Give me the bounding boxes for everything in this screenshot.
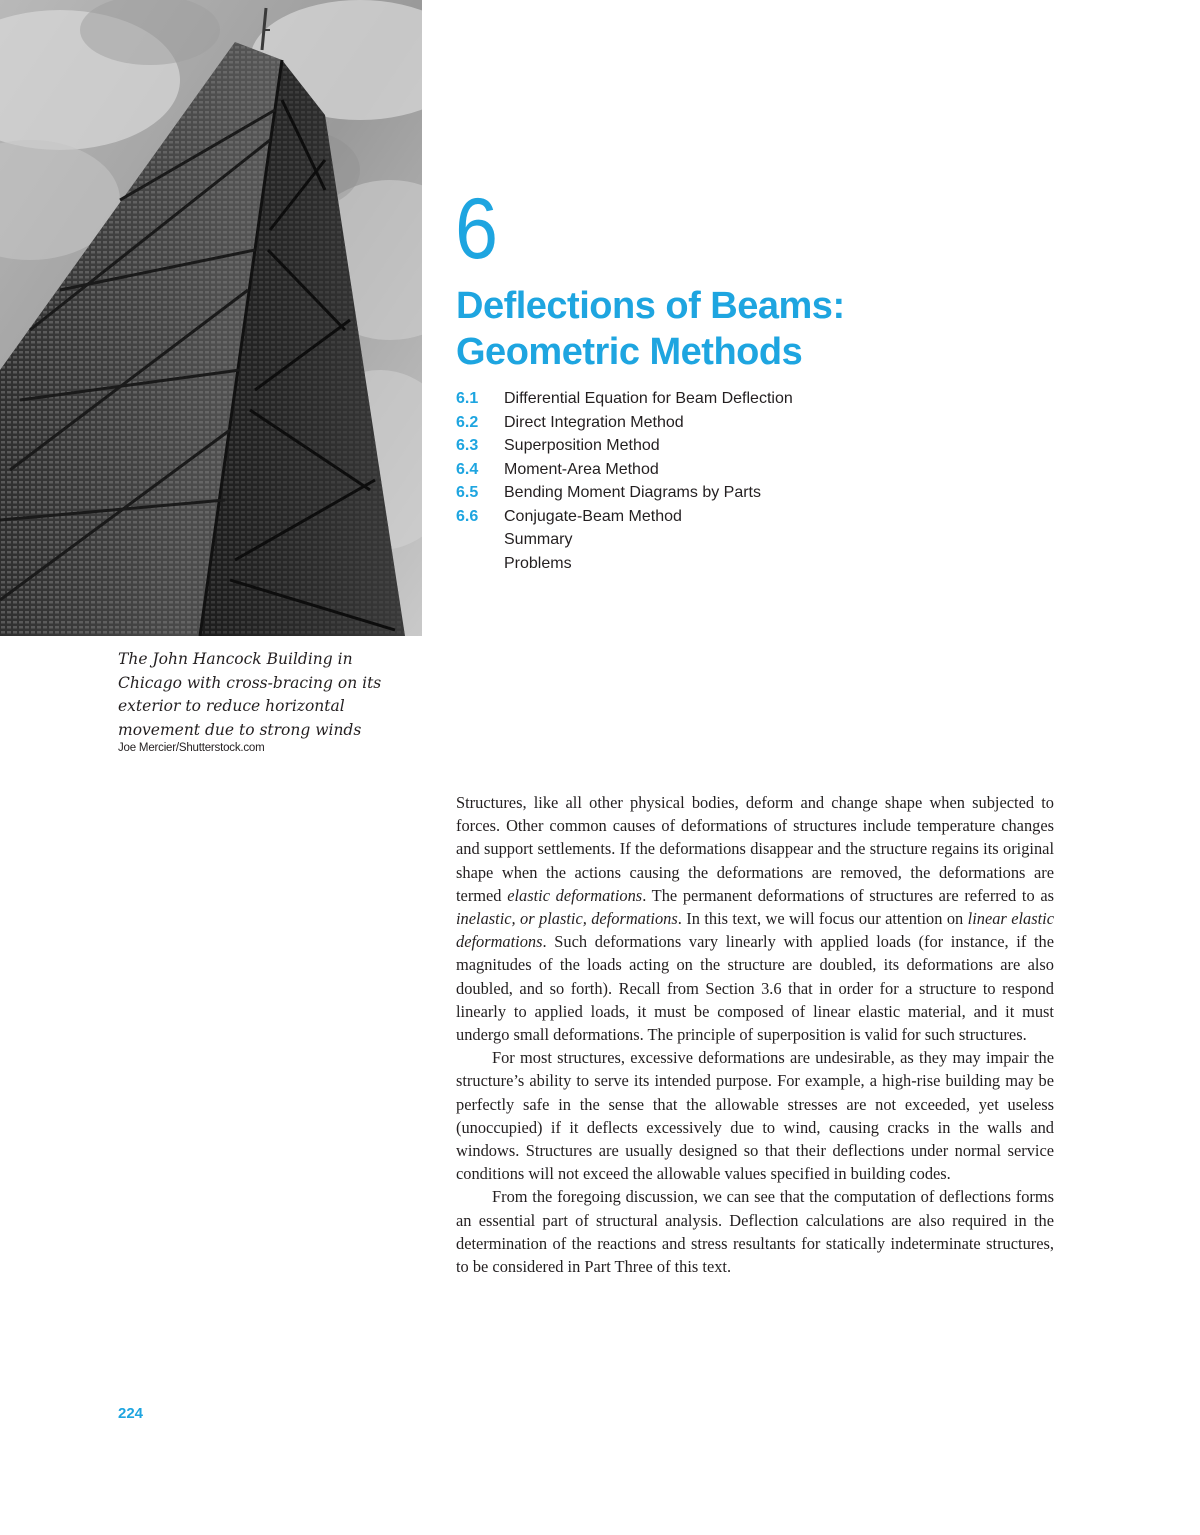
toc-number: 6.5 bbox=[456, 484, 479, 501]
toc-item-6-5 bbox=[456, 481, 1056, 505]
chapter-title: Deflections of Beams: Geometric Methods bbox=[456, 285, 845, 373]
toc-item-problems bbox=[456, 552, 1056, 576]
chapter-number: 6 bbox=[455, 181, 499, 277]
toc-label: Superposition Method bbox=[504, 437, 660, 454]
text-run: . The permanent deformations of structures are referred to as bbox=[642, 885, 1054, 905]
photo-credit: Joe Mercier/Shutterstock.com bbox=[118, 742, 265, 755]
text-run: . Such deformations vary linearly with applied loads (for instance, if the magnitudes of the loads acting on the structure are doubled, its deformations are also doubled, and so forth). Recall from Section 3.6 that in order for a structure to respond linearly to applied loads, it must be composed of linear elastic material, and it must undergo small deformations. The principle of superposition is valid for such structures. bbox=[456, 932, 1054, 1045]
paragraph-3: From the foregoing discussion, we can see that the computation of deflections forms an essential part of structural analysis. Deflection calculations are also required in the determination of the reactions and stress resultants for statically indeterminate structures, to be considered in Part Three of this text. bbox=[456, 1187, 1054, 1277]
caption-text: The John Hancock Building in Chicago with cross-bracing on its exterior to reduce horizontal movement due to strong winds bbox=[118, 650, 382, 739]
toc-item-6-4 bbox=[456, 458, 1056, 482]
italic-term: linear elastic deformations bbox=[456, 909, 1054, 952]
skyscraper-photo-icon bbox=[0, 0, 422, 636]
toc-number: 6.3 bbox=[456, 437, 479, 454]
photo-caption bbox=[118, 648, 418, 754]
text-run: Structures, like all other physical bodies, deform and change shape when subjected to forces. Other common causes of deformations of structures include temperature changes and support settlements. If the deformations disappear and the structure regains its original shape when the actions causing the deformations are removed, the deformations are termed bbox=[456, 793, 1054, 905]
chapter-contents bbox=[456, 387, 1056, 575]
toc-item-6-1 bbox=[456, 387, 1056, 411]
toc-number: 6.6 bbox=[456, 507, 479, 525]
toc-item-6-3 bbox=[456, 434, 1056, 458]
toc-label: Direct Integration Method bbox=[504, 413, 684, 431]
toc-number: 6.4 bbox=[456, 460, 479, 478]
body-text bbox=[456, 791, 1054, 1278]
toc-label: Differential Equation for Beam Deflection bbox=[504, 390, 793, 407]
paragraph-1 bbox=[456, 791, 1054, 1046]
toc-item-6-2 bbox=[456, 411, 1056, 435]
italic-term: elastic deformations bbox=[507, 885, 643, 905]
toc-item-summary bbox=[456, 528, 1056, 552]
toc-label: Bending Moment Diagrams by Parts bbox=[504, 484, 761, 501]
paragraph-2: For most structures, excessive deformations are undesirable, as they may impair the structure’s ability to serve its intended purpose. For example, a high-rise building may be perfectly safe in the sense that the allowable stresses are not exceeded, yet useless (unoccupied) if it deflects excessively due to wind, causing cracks in the walls and windows. Structures are usually designed so that their deflections under normal service conditions will not exceed the allowable values specified in building codes. bbox=[456, 1048, 1054, 1184]
toc-label: Problems bbox=[504, 554, 572, 572]
toc-item-6-6 bbox=[456, 505, 1056, 529]
toc-number: 6.2 bbox=[456, 413, 479, 431]
toc-label: Summary bbox=[504, 531, 573, 548]
toc-number: 6.1 bbox=[456, 390, 479, 407]
text-run: . In this text, we will focus our attention on bbox=[677, 909, 968, 929]
page-number: 224 bbox=[118, 1405, 144, 1422]
italic-term: inelastic, or plastic, deformations bbox=[456, 909, 678, 929]
toc-label: Moment-Area Method bbox=[504, 460, 659, 478]
toc-label: Conjugate-Beam Method bbox=[504, 507, 682, 525]
